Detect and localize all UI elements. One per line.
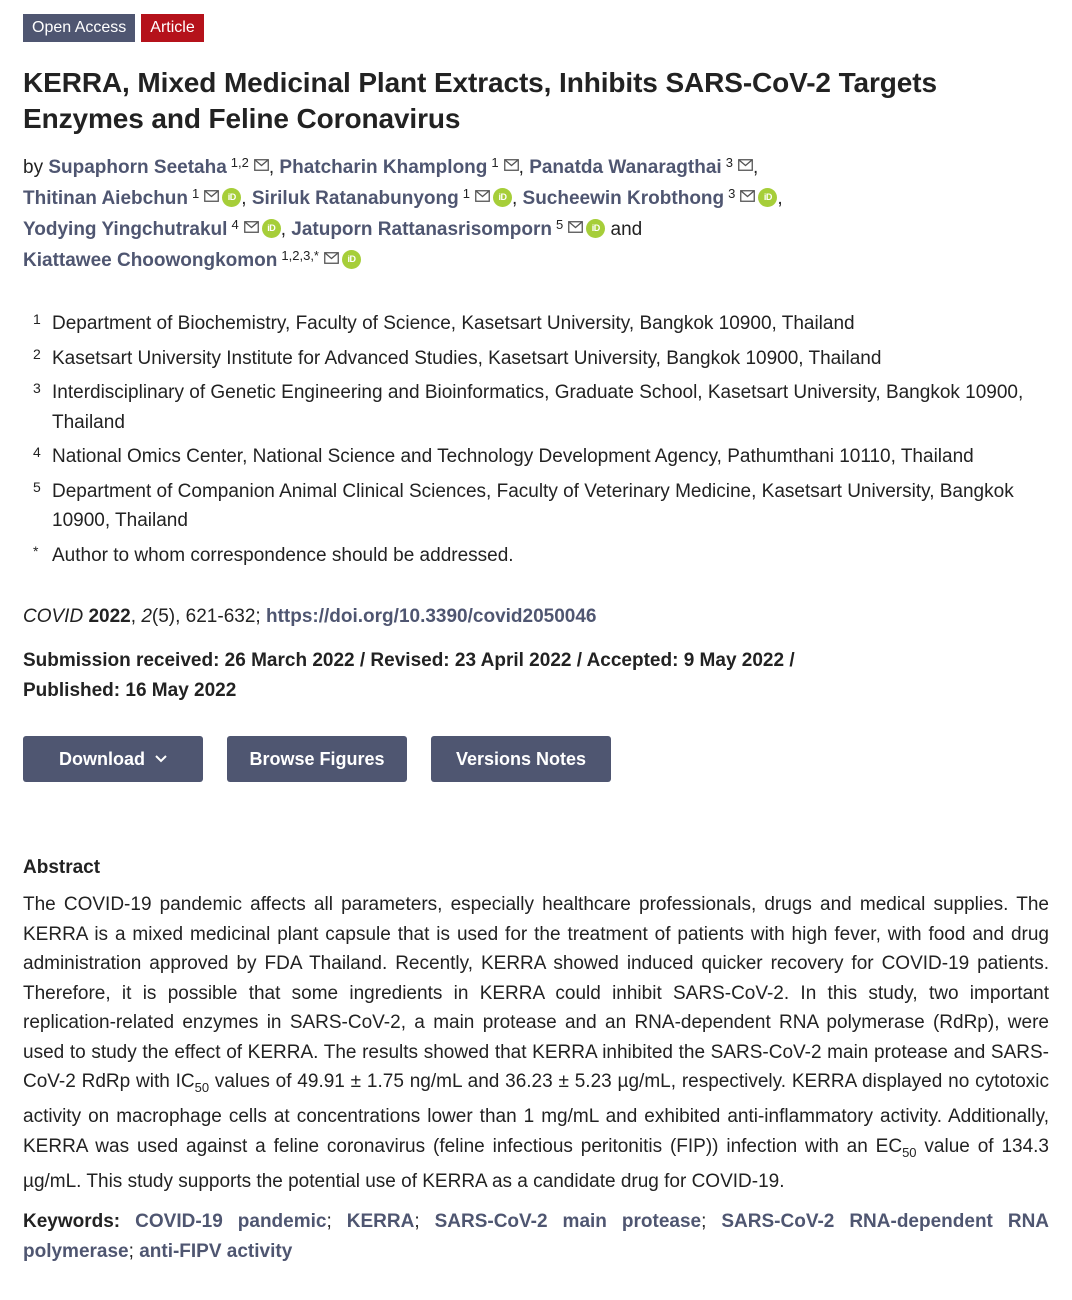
author-affiliation-marker: 1,2 [230, 155, 249, 170]
keywords: Keywords: COVID-19 pandemic; KERRA; SARS-CoV-2 main protease; SARS-CoV-2 RNA-dependent RNA polymerase; anti-FIPV activity [23, 1210, 1050, 1262]
keyword-link[interactable]: COVID-19 pandemic [135, 1210, 327, 1232]
author-name[interactable]: Phatcharin Khamplong [279, 157, 488, 178]
keyword-link[interactable]: SARS-CoV-2 main protease [434, 1210, 702, 1232]
author-name[interactable]: Thitinan Aiebchun [23, 188, 189, 209]
browse-figures-button[interactable]: Browse Figures [227, 736, 407, 782]
author-affiliation-marker: 1 [462, 186, 470, 201]
author-name[interactable]: Yodying Yingchutrakul [23, 219, 228, 240]
author-name[interactable]: Siriluk Ratanabunyong [251, 188, 459, 209]
abstract-heading: Abstract [23, 857, 101, 878]
author-separator: , [511, 188, 523, 209]
email-envelope-icon[interactable] [475, 190, 490, 202]
affiliation-text: Author to whom correspondence should be addressed. [52, 544, 514, 566]
affiliation-number: * [33, 542, 39, 559]
author-affiliation-marker: 5 [556, 217, 564, 232]
affiliation-item [23, 541, 1049, 571]
author-affiliation-marker: 1 [192, 186, 200, 201]
abstract-part-1: The COVID-19 pandemic affects all parameters, especially healthcare professionals, drugs and medical supplies. The KERRA is a mixed medicinal plant capsule that is used for the treatment of patients with high fever, with food and drug administration approved by FDA Thailand. Recently, KERRA showed induced quicker recovery for COVID-19 patients. Therefore, it is possible that some ingredients in KERRA could inhibit SARS-CoV-2. In this study, two important replication-related enzymes in SARS-CoV-2, a main protease and an RNA-dependent RNA polymerase (RdRp), were used to study the effect of KERRA. The results showed that KERRA inhibited the SARS-CoV-2 main protease and SARS-CoV-2 RdRp with IC [23, 894, 1049, 1092]
affiliation-list [23, 309, 1049, 570]
affiliation-text: Kasetsart University Institute for Advanced Studies, Kasetsart University, Bangkok 10900, Thailand [52, 347, 882, 369]
author-affiliation-marker: 1 [491, 155, 499, 170]
download-button[interactable] [23, 736, 203, 782]
author-name[interactable]: Supaphorn Seetaha [48, 157, 227, 178]
affiliation-number: 3 [33, 380, 41, 396]
author-name[interactable]: Kiattawee Choowongkomon [23, 250, 278, 271]
open-access-badge[interactable]: Open Access [23, 14, 135, 42]
keyword-link[interactable]: SARS-CoV-2 RNA-dependent RNA polymerase [23, 1210, 1050, 1262]
download-label: Download [59, 748, 145, 769]
abstract-part-2: values of 49.91 ± 1.75 ng/mL and 36.23 ± 5.23 µg/mL, respectively. KERRA displayed no cytotoxic activity on macrophage cells at concentrations lower than 1 mg/mL and exhibited anti-inflammatory activity. Additionally, KERRA was used against a feline coronavirus (feline infectious peritonitis (FIP)) infection with an EC [23, 1071, 1049, 1157]
ic50-subscript: 50 [194, 1079, 210, 1095]
email-envelope-icon[interactable] [738, 159, 753, 171]
affiliation-number: 5 [33, 478, 41, 495]
affiliation-text: National Omics Center, National Science and Technology Development Agency, Pathumthani 10110, Thailand [52, 446, 974, 467]
affiliation-number: 4 [33, 444, 41, 460]
article-title: KERRA, Mixed Medicinal Plant Extracts, Inhibits SARS-CoV-2 Targets Enzymes and Feline Coronavirus [23, 67, 937, 134]
doi-link[interactable]: https://doi.org/10.3390/covid2050046 [265, 606, 597, 627]
chevron-down-icon [155, 755, 167, 763]
affiliation-text: Department of Biochemistry, Faculty of Science, Kasetsart University, Bangkok 10900, Thailand [52, 313, 855, 334]
email-envelope-icon[interactable] [244, 221, 259, 233]
orcid-icon[interactable]: iD [586, 219, 605, 238]
email-envelope-icon[interactable] [504, 159, 519, 171]
author-separator: , [280, 219, 292, 240]
citation-year: 2022 [88, 606, 131, 627]
email-envelope-icon[interactable] [568, 221, 583, 233]
keywords-label: Keywords: [23, 1210, 121, 1232]
email-envelope-icon[interactable] [740, 190, 755, 202]
orcid-icon[interactable]: iD [262, 219, 281, 238]
keyword-link[interactable]: KERRA [346, 1210, 415, 1232]
orcid-icon[interactable]: iD [342, 250, 361, 269]
authors-prefix: by [23, 157, 44, 178]
affiliation-text: Department of Companion Animal Clinical Sciences, Faculty of Veterinary Medicine, Kasetsart University, Bangkok 10900, Thailand [52, 480, 1014, 531]
ec50-subscript: 50 [902, 1144, 917, 1160]
author-affiliation-marker: 1,2,3,* [281, 248, 319, 263]
orcid-icon[interactable]: iD [493, 188, 512, 207]
publication-dates: Submission received: 26 March 2022 / Revised: 23 April 2022 / Accepted: 9 May 2022 / Published: 16 May 2022 [23, 650, 795, 701]
author-name[interactable]: Sucheewin Krobthong [522, 188, 725, 209]
article-type-badge: Article [141, 14, 203, 42]
affiliation-item [23, 477, 1049, 536]
author-affiliation-marker: 3 [725, 155, 733, 170]
affiliation-number: 2 [33, 345, 41, 362]
author-separator: , [752, 157, 759, 178]
author-separator: , [268, 157, 280, 178]
orcid-icon[interactable]: iD [758, 188, 777, 207]
author-list [23, 153, 1049, 277]
orcid-icon[interactable]: iD [222, 188, 241, 207]
affiliation-text: Interdisciplinary of Genetic Engineering and Bioinformatics, Graduate School, Kasetsart University, Bangkok 10900, Thailand [52, 382, 1024, 433]
affiliation-item [23, 309, 1049, 339]
author-separator: , [777, 188, 783, 209]
author-separator: , [241, 188, 252, 209]
author-name[interactable]: Jatuporn Rattanasrisomporn [291, 219, 553, 240]
journal-name: COVID [23, 606, 84, 627]
email-envelope-icon[interactable] [204, 190, 219, 202]
keyword-link[interactable]: anti-FIPV activity [139, 1240, 293, 1262]
versions-notes-button[interactable]: Versions Notes [431, 736, 611, 782]
author-separator: and [605, 219, 643, 240]
email-envelope-icon[interactable] [254, 159, 269, 171]
affiliation-item [23, 442, 1049, 472]
author-affiliation-marker: 3 [728, 186, 736, 201]
abstract-part-3: value of 134.3 µg/mL. This study supports the potential use of KERRA as a candidate drug for COVID-19. [23, 1135, 1049, 1193]
author-name[interactable]: Panatda Wanaragthai [529, 157, 722, 178]
abstract-text [23, 890, 1049, 1197]
citation-volume: 2 [141, 606, 152, 627]
badge-row [23, 14, 1049, 42]
action-buttons [23, 736, 1049, 782]
affiliation-item [23, 344, 1049, 374]
citation-issue-pages: (5), 621-632; [151, 606, 266, 627]
email-envelope-icon[interactable] [324, 252, 339, 264]
author-separator: , [518, 157, 530, 178]
affiliation-item [23, 378, 1049, 437]
author-affiliation-marker: 4 [231, 217, 239, 232]
citation: COVID 2022, 2(5), 621-632; https://doi.org/10.3390/covid2050046 [23, 606, 597, 627]
affiliation-number: 1 [33, 311, 41, 327]
